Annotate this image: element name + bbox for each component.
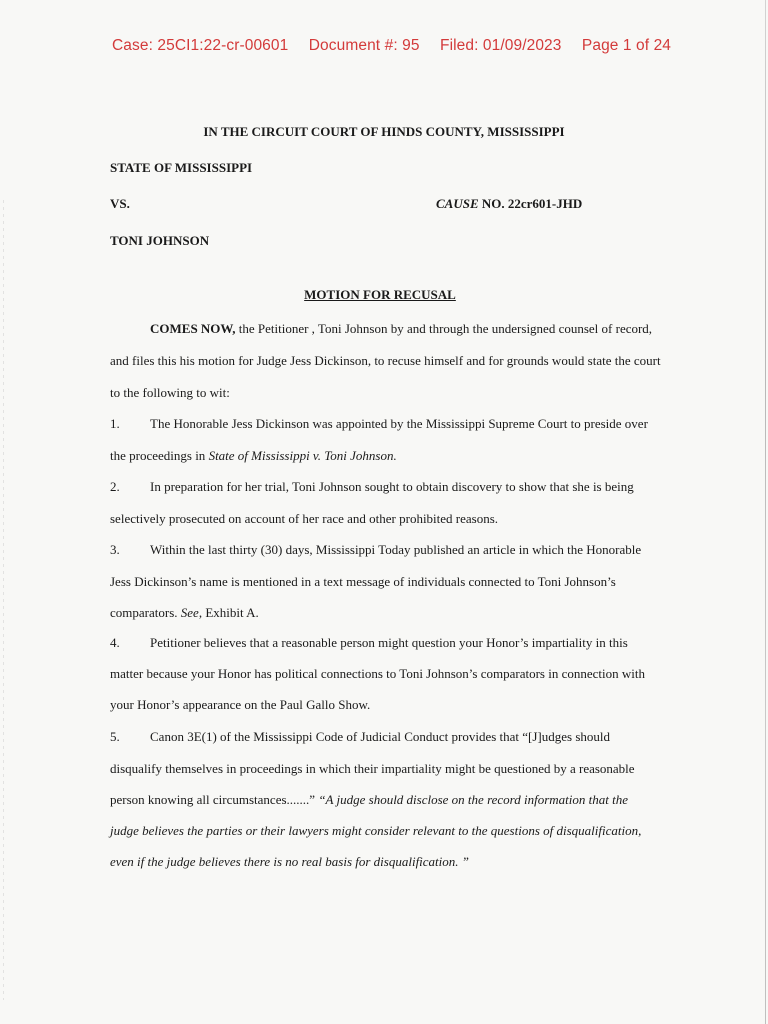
cause-number-value: NO. 22cr601-JHD: [481, 196, 583, 211]
paragraph-4-line-3: your Honor’s appearance on the Paul Gallo Show.: [110, 697, 371, 712]
paragraph-5-line-3-plain: person knowing all circumstances.......”: [110, 792, 319, 807]
paragraph-5-number: 5.: [110, 729, 120, 744]
paragraph-1-number: 1.: [110, 416, 120, 431]
canon-quote-start: “A judge should disclose on the record information that the: [318, 792, 629, 807]
case-style: State of Mississippi v. Toni Johnson.: [208, 448, 397, 463]
paragraph-5-line-2: disqualify themselves in proceedings in which their impartiality might be questioned by a reasonable: [110, 761, 635, 776]
plaintiff-name: STATE OF MISSISSIPPI: [110, 160, 253, 175]
intro-line-2: and files this his motion for Judge Jess Dickinson, to recuse himself and for grounds would state the court: [110, 353, 661, 368]
paragraph-4-line-2: matter because your Honor has political connections to Toni Johnson’s comparators in connection with: [110, 666, 645, 681]
paragraph-3-line-3-rest: , Exhibit A.: [198, 605, 259, 620]
cause-number: [436, 196, 582, 212]
intro-line-3: to the following to wit:: [110, 385, 230, 400]
stamp-case: Case: 25CI1:22-cr-00601: [112, 37, 289, 54]
cause-label: CAUSE: [436, 196, 479, 211]
defendant-name: TONI JOHNSON: [110, 233, 210, 248]
motion-title: MOTION FOR RECUSAL: [304, 287, 456, 302]
paragraph-2-line-2: selectively prosecuted on account of her race and other prohibited reasons.: [110, 511, 499, 526]
intro-lead: COMES NOW,: [150, 321, 236, 336]
intro-line-1-rest: the Petitioner , Toni Johnson by and through the undersigned counsel of record,: [235, 321, 653, 336]
paragraph-3-number: 3.: [110, 542, 120, 557]
filing-stamp: [112, 37, 672, 55]
see-signal: See: [180, 605, 199, 620]
paragraph-3-line-3: [110, 605, 259, 621]
paragraph-5-line-1: Canon 3E(1) of the Mississippi Code of Judicial Conduct provides that “[J]udges should: [150, 729, 611, 744]
paragraph-3-line-2: Jess Dickinson’s name is mentioned in a text message of individuals connected to Toni Johnson’s: [110, 574, 616, 589]
scan-edge-left: [3, 200, 4, 1000]
paragraph-4-number: 4.: [110, 635, 120, 650]
scan-edge-right: [765, 0, 766, 1024]
versus-label: VS.: [110, 196, 130, 211]
paragraph-1-line-2: [110, 448, 397, 464]
paragraph-1-line-1: The Honorable Jess Dickinson was appointed by the Mississippi Supreme Court to preside over: [150, 416, 648, 431]
paragraph-5-line-3: [110, 792, 628, 808]
paragraph-1-line-2-plain: the proceedings in: [110, 448, 209, 463]
stamp-document: Document #: 95: [308, 37, 420, 54]
paragraph-3-line-3-plain: comparators.: [110, 605, 181, 620]
court-title: IN THE CIRCUIT COURT OF HINDS COUNTY, MISSISSIPPI: [203, 124, 565, 139]
paragraph-2-line-1: In preparation for her trial, Toni Johnson sought to obtain discovery to show that she is being: [150, 479, 634, 494]
stamp-filed: Filed: 01/09/2023: [440, 37, 562, 54]
paragraph-5-line-4: judge believes the parties or their lawyers might consider relevant to the questions of disqualification,: [110, 823, 642, 838]
intro-line-1: [150, 321, 652, 337]
paragraph-5-line-5: even if the judge believes there is no real basis for disqualification. ”: [110, 854, 470, 869]
paragraph-3-line-1: Within the last thirty (30) days, Mississippi Today published an article in which the Honorable: [150, 542, 642, 557]
stamp-page: Page 1 of 24: [581, 37, 672, 54]
paragraph-4-line-1: Petitioner believes that a reasonable person might question your Honor’s impartiality in this: [150, 635, 628, 650]
paragraph-2-number: 2.: [110, 479, 120, 494]
